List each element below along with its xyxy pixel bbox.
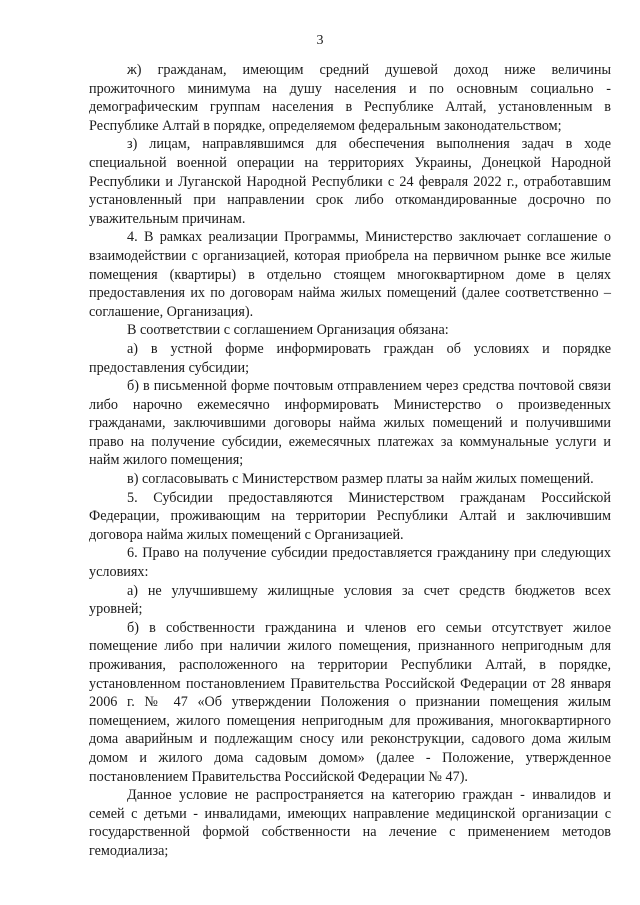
document-body bbox=[89, 61, 611, 861]
paragraph-5: 5. Субсидии предоставляются Министерством гражданам Российской Федерации, проживающим на территории Республики Алтай и заключившим договора найма жилых помещений с Организацией. bbox=[89, 489, 611, 543]
paragraph-condition-a: а) не улучшившему жилищные условия за счет средств бюджетов всех уровней; bbox=[89, 582, 611, 618]
paragraph-condition-b: б) в собственности гражданина и членов его семьи отсутствует жилое помещение либо при наличии жилого помещения, признанного непригодным для проживания, расположенного на территории Республики Алтай, в порядке, установленном постановлением Правительства Российской Федерации от 28 января 2006 г. № 47 «Об утверждении Положения о признании помещения жилым помещением, жилого помещения непригодным для проживания, многоквартирного дома аварийным и подлежащим сносу или реконструкции, садового дома жилым домом и жилого дома садовым домом» (далее - Положение, утвержденное постановлением Правительства Российской Федерации № 47). bbox=[89, 619, 611, 785]
paragraph-exception: Данное условие не распространяется на категорию граждан - инвалидов и семей с детьми - инвалидами, имеющих направление медицинской организации с государственной формой собственности на лечение с применением методов гемодиализа; bbox=[89, 787, 611, 859]
paragraph-obligations-intro: В соответствии с соглашением Организация обязана: bbox=[127, 322, 449, 339]
paragraph-obligation-v: в) согласовывать с Министерством размер платы за найм жилых помещений. bbox=[127, 471, 594, 488]
paragraph-z: з) лицам, направлявшимся для обеспечения выполнения задач в ходе специальной военной операции на территориях Украины, Донецкой Народной Республики и Луганской Народной Республики с 24 февраля 2022 г., отработавшим установленный при направлении срок либо откомандированные досрочно по уважительным причинам. bbox=[89, 136, 611, 227]
paragraph-obligation-a: а) в устной форме информировать граждан об условиях и порядке предоставления субсидии; bbox=[89, 340, 611, 376]
paragraph-zh: ж) гражданам, имеющим средний душевой доход ниже величины прожиточного минимума на душу населения и по основным социально - демографическим группам населения в Республике Алтай, установленным в Республике Алтай в порядке, определяемом федеральным законодательством; bbox=[89, 62, 611, 134]
page-number: 3 bbox=[316, 33, 324, 48]
paragraph-obligation-b: б) в письменной форме почтовым отправлением через средства почтовой связи либо нарочно ежемесячно информировать Министерство о произведенных гражданами, заключившими договоры найма жилых помещений и получившими право на получение субсидии, ежемесячных платежах за коммунальные услуги и найм жилого помещения; bbox=[89, 378, 611, 469]
paragraph-4: 4. В рамках реализации Программы, Министерство заключает соглашение о взаимодействии с организацией, которая приобрела на первичном рынке все жилые помещения (квартиры) в отдельно стоящем многоквартирном доме в целях предоставления их по договорам найма жилых помещений (далее соответственно – соглашение, Организация). bbox=[89, 229, 611, 320]
paragraph-6: 6. Право на получение субсидии предоставляется гражданину при следующих условиях: bbox=[89, 545, 611, 581]
